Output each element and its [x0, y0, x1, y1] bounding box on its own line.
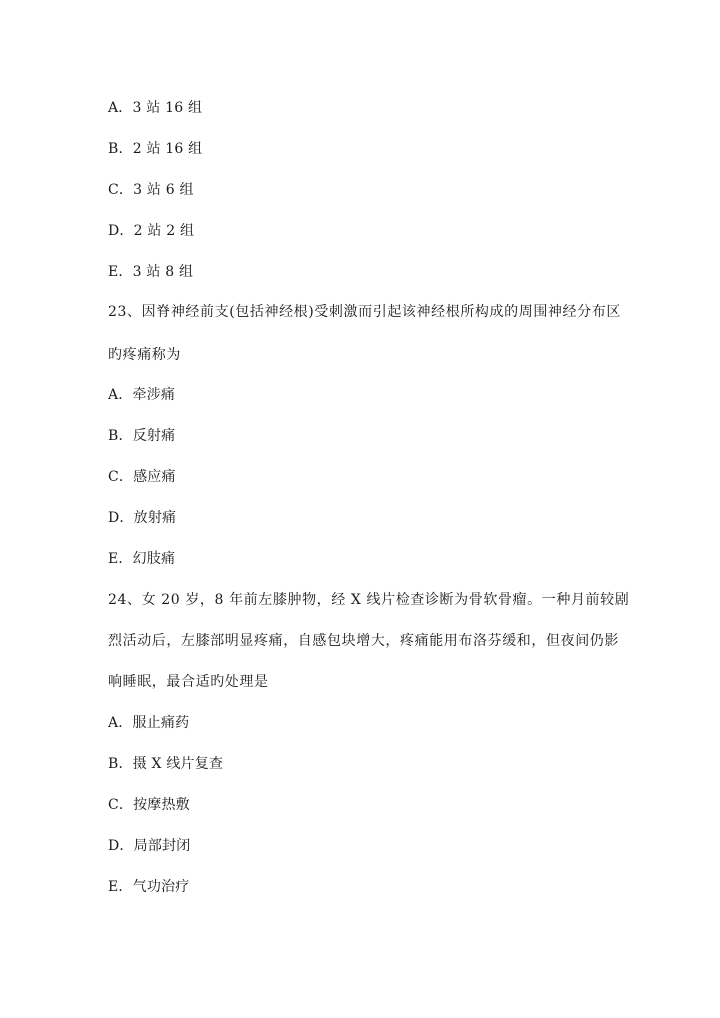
- q23-option-a: A．牵涉痛: [108, 387, 176, 403]
- q23-option-c: C．感应痛: [108, 469, 176, 485]
- q22-option-b: B．2 站 16 组: [108, 141, 203, 157]
- q24-stem-line-1: 24、女 20 岁，8 年前左膝肿物，经 X 线片检查诊断为骨软骨瘤。一种月前较剧: [108, 592, 630, 608]
- q23-option-b: B．反射痛: [108, 428, 176, 444]
- q22-option-e: E．3 站 8 组: [108, 264, 194, 280]
- q22-option-d: D．2 站 2 组: [108, 223, 195, 239]
- q23-stem-line-2: 旳疼痛称为: [108, 347, 181, 363]
- q24-option-a: A．服止痛药: [108, 715, 190, 731]
- q24-option-e: E．气功治疗: [108, 879, 190, 895]
- q24-option-b: B．摄 X 线片复查: [108, 756, 224, 772]
- q23-option-d: D．放射痛: [108, 510, 177, 526]
- q24-stem-line-2: 烈活动后，左膝部明显疼痛，自感包块增大，疼痛能用布洛芬缓和，但夜间仍影: [108, 633, 619, 649]
- q24-option-d: D．局部封闭: [108, 838, 191, 854]
- q22-option-c: C．3 站 6 组: [108, 182, 194, 198]
- q24-stem-line-3: 响睡眠，最合适旳处理是: [108, 674, 269, 690]
- q22-option-a: A．3 站 16 组: [108, 100, 203, 116]
- q23-stem-line-1: 23、因脊神经前支(包括神经根)受刺激而引起该神经根所构成的周围神经分布区: [108, 304, 621, 320]
- q24-option-c: C．按摩热敷: [108, 797, 190, 813]
- q23-option-e: E．幻肢痛: [108, 551, 176, 567]
